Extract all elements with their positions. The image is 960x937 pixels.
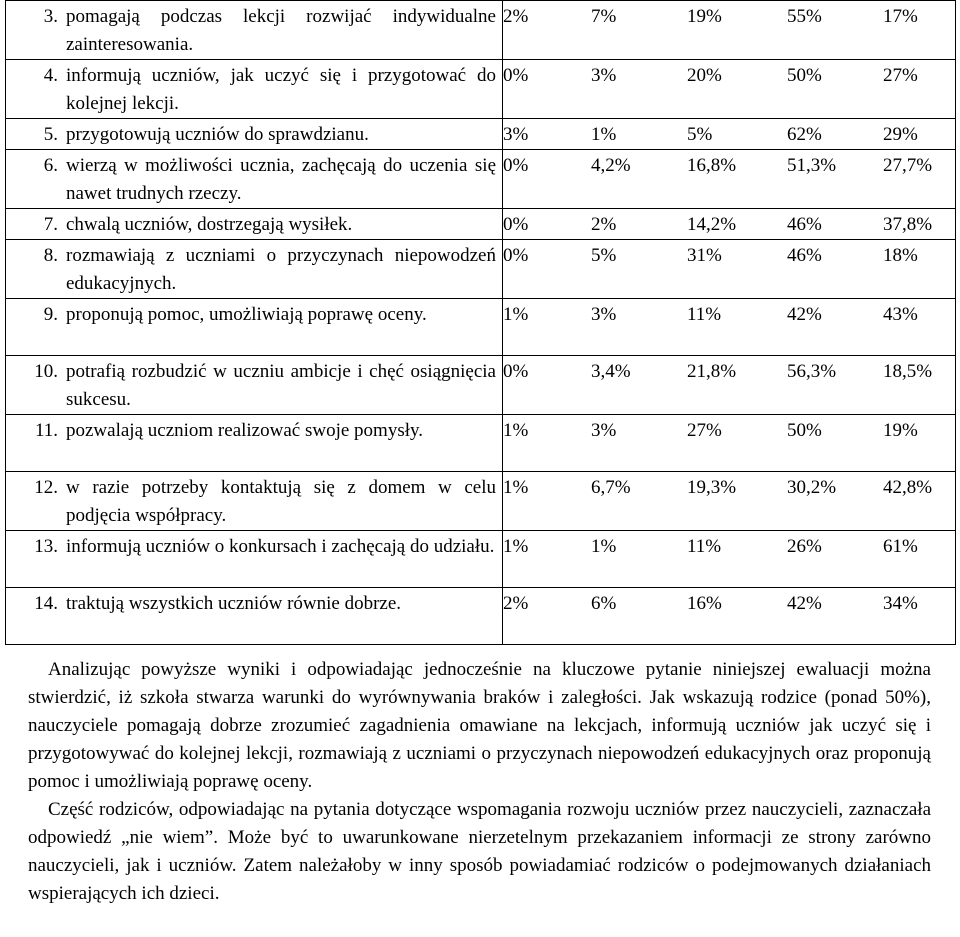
table-body [6, 1, 956, 645]
percent-cell [503, 150, 956, 209]
percent-value: 0% [503, 361, 529, 382]
item-text: potrafią rozbudzić w uczniu ambicje i chęć osiągnięcia sukcesu. [66, 361, 496, 410]
percent-value: 18% [883, 245, 918, 266]
item-number: 8. [43, 245, 58, 266]
item-text: chwalą uczniów, dostrzegają wysiłek. [66, 214, 353, 235]
percent-cell [503, 472, 956, 531]
percent-value: 0% [503, 214, 529, 235]
item-text: informują uczniów, jak uczyć się i przygotować do kolejnej lekcji. [66, 65, 496, 114]
percent-value: 55% [787, 6, 822, 27]
percent-value: 27% [883, 65, 918, 86]
item-number: 6. [43, 155, 58, 176]
percent-value: 37,8% [883, 214, 933, 235]
percent-value: 1% [503, 536, 529, 557]
item-text: proponują pomoc, umożliwiają poprawę oceny. [66, 304, 427, 325]
percent-value: 42% [787, 304, 822, 325]
percent-value: 14,2% [687, 214, 737, 235]
item-cell [6, 240, 503, 299]
percent-value: 43% [883, 304, 918, 325]
percent-value: 17% [883, 6, 918, 27]
percent-value: 3% [591, 304, 617, 325]
percent-value: 2% [503, 593, 529, 614]
percent-value: 5% [591, 245, 617, 266]
percent-value: 19% [687, 6, 722, 27]
percent-value: 1% [503, 420, 529, 441]
table-row [6, 415, 956, 472]
table-row [6, 150, 956, 209]
item-number: 4. [43, 65, 58, 86]
percent-value: 20% [687, 65, 722, 86]
percent-value: 3% [591, 420, 617, 441]
percent-value: 27,7% [883, 155, 933, 176]
item-number: 9. [43, 304, 58, 325]
item-text: pozwalają uczniom realizować swoje pomysły. [66, 420, 424, 441]
item-text: przygotowują uczniów do sprawdzianu. [66, 124, 369, 145]
item-text: informują uczniów o konkursach i zachęcają do udziału. [66, 536, 495, 557]
percent-cell [503, 356, 956, 415]
item-cell [6, 531, 503, 588]
percent-value: 6% [591, 593, 617, 614]
percent-value: 19% [883, 420, 918, 441]
table-row [6, 60, 956, 119]
percent-value: 61% [883, 536, 918, 557]
percent-cell [503, 60, 956, 119]
table-row [6, 299, 956, 356]
percent-value: 46% [787, 245, 822, 266]
percent-cell [503, 588, 956, 645]
item-number: 3. [43, 6, 58, 27]
table-row [6, 209, 956, 240]
percent-value: 1% [591, 124, 617, 145]
percent-value: 26% [787, 536, 822, 557]
item-cell [6, 209, 503, 240]
survey-results-table [5, 0, 956, 645]
percent-value: 46% [787, 214, 822, 235]
percent-value: 1% [591, 536, 617, 557]
percent-value: 4,2% [591, 155, 631, 176]
paragraph-analysis: Analizując powyższe wyniki i odpowiadając jednocześnie na kluczowe pytanie niniejszej ewaluacji można stwierdzić, iż szkoła stwarza warunki do wyrównywania braków i zaległości. Jak wskazują rodzice (ponad 50%), nauczyciele pomagają dobrze zrozumieć zagadnienia omawiane na lekcjach, informują uczniów jak uczyć się i przygotowywać do kolejnej lekcji, rozmawiają z uczniami o przyczynach niepowodzeń edukacyjnych oraz proponują pomoc i umożliwiają poprawę oceny. [28, 659, 931, 792]
percent-value: 42,8% [883, 477, 933, 498]
item-number: 13. [34, 536, 58, 557]
item-number: 11. [34, 420, 58, 441]
item-number: 10. [34, 361, 58, 382]
table-row [6, 531, 956, 588]
item-cell [6, 60, 503, 119]
item-text: pomagają podczas lekcji rozwijać indywidualne zainteresowania. [66, 6, 496, 55]
percent-value: 16% [687, 593, 722, 614]
percent-value: 29% [883, 124, 918, 145]
percent-value: 42% [787, 593, 822, 614]
percent-cell [503, 531, 956, 588]
percent-value: 11% [687, 304, 722, 325]
percent-value: 11% [687, 536, 722, 557]
percent-value: 16,8% [687, 155, 737, 176]
percent-value: 5% [687, 124, 713, 145]
item-cell [6, 1, 503, 60]
table-row [6, 472, 956, 531]
percent-value: 3% [503, 124, 529, 145]
paragraph-parents: Część rodziców, odpowiadając na pytania dotyczące wspomagania rozwoju uczniów przez nauczycieli, zaznaczała odpowiedź „nie wiem”. Może być to uwarunkowane nierzetelnym przekazaniem informacji ze strony zarówno nauczycieli, jak i uczniów. Zatem należałoby w inny sposób powiadamiać rodziców o podejmowanych działaniach wspierających ich dzieci. [28, 799, 931, 904]
percent-value: 56,3% [787, 361, 837, 382]
percent-value: 1% [503, 304, 529, 325]
percent-value: 1% [503, 477, 529, 498]
percent-value: 62% [787, 124, 822, 145]
item-text: traktują wszystkich uczniów równie dobrze. [66, 593, 402, 614]
table-row [6, 1, 956, 60]
percent-value: 27% [687, 420, 722, 441]
item-cell [6, 356, 503, 415]
percent-value: 18,5% [883, 361, 933, 382]
table-row [6, 588, 956, 645]
percent-value: 19,3% [687, 477, 737, 498]
percent-cell [503, 299, 956, 356]
percent-value: 0% [503, 155, 529, 176]
item-cell [6, 588, 503, 645]
percent-value: 0% [503, 65, 529, 86]
percent-value: 50% [787, 420, 822, 441]
percent-cell [503, 119, 956, 150]
summary-text [28, 656, 931, 908]
item-number: 12. [34, 477, 58, 498]
percent-value: 30,2% [787, 477, 837, 498]
item-number: 5. [43, 124, 58, 145]
percent-value: 7% [591, 6, 617, 27]
percent-cell [503, 415, 956, 472]
percent-value: 31% [687, 245, 722, 266]
item-cell [6, 119, 503, 150]
percent-value: 34% [883, 593, 918, 614]
percent-value: 21,8% [687, 361, 737, 382]
item-cell [6, 150, 503, 209]
item-text: rozmawiają z uczniami o przyczynach niepowodzeń edukacyjnych. [66, 245, 496, 294]
percent-value: 2% [503, 6, 529, 27]
percent-value: 51,3% [787, 155, 837, 176]
item-number: 7. [43, 214, 58, 235]
percent-cell [503, 240, 956, 299]
table-row [6, 240, 956, 299]
table-row [6, 119, 956, 150]
item-text: wierzą w możliwości ucznia, zachęcają do uczenia się nawet trudnych rzeczy. [66, 155, 496, 204]
item-text: w razie potrzeby kontaktują się z domem w celu podjęcia współpracy. [66, 477, 496, 526]
item-number: 14. [34, 593, 58, 614]
percent-value: 0% [503, 245, 529, 266]
item-cell [6, 472, 503, 531]
percent-value: 2% [591, 214, 617, 235]
item-cell [6, 299, 503, 356]
table-row [6, 356, 956, 415]
percent-value: 3% [591, 65, 617, 86]
percent-cell [503, 209, 956, 240]
percent-cell [503, 1, 956, 60]
percent-value: 6,7% [591, 477, 631, 498]
percent-value: 3,4% [591, 361, 631, 382]
percent-value: 50% [787, 65, 822, 86]
item-cell [6, 415, 503, 472]
